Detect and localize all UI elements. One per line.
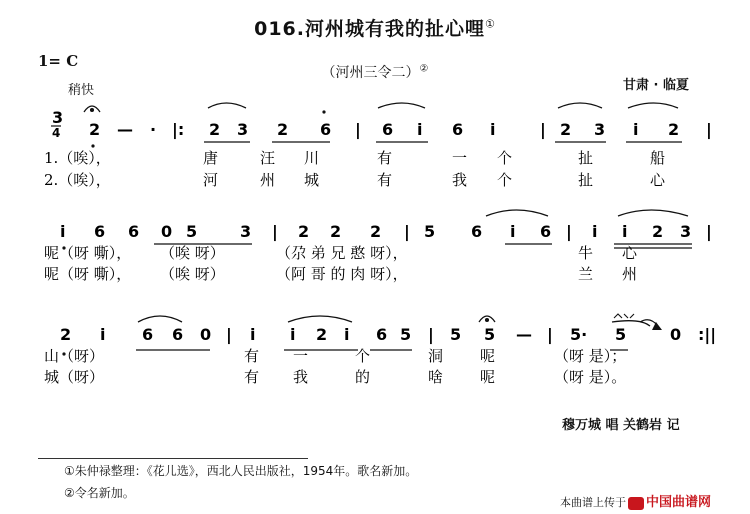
- note: 5: [450, 325, 462, 344]
- note: 6: [452, 120, 464, 139]
- note: 5: [424, 222, 436, 241]
- lyric-verse-1: 有: [244, 347, 260, 365]
- lyric-verse-1: 个: [355, 347, 371, 365]
- glide-arrowhead: [652, 322, 662, 330]
- song-title: 016.河州城有我的扯心哩①: [254, 17, 496, 40]
- lyric-verse-2: 河: [203, 171, 219, 189]
- lyric-verse-1: 山（呀）: [44, 347, 105, 365]
- lyric-verse-2: 心: [650, 171, 666, 189]
- note: —: [117, 120, 133, 139]
- note: 6: [94, 222, 106, 241]
- lyric-verse-1: 呢: [480, 347, 496, 365]
- barline: |: [566, 222, 572, 241]
- barline: |: [428, 325, 434, 344]
- lyric-verse-2: 州: [622, 265, 638, 283]
- note: 0: [200, 325, 212, 344]
- note: 0: [670, 325, 682, 344]
- song-subtitle: （河州三令二）②: [321, 63, 429, 81]
- lyric-verse-2: 州: [260, 171, 276, 189]
- lyric-verse-2: 扯: [578, 171, 594, 189]
- score-row-2: [44, 222, 712, 283]
- lyric-verse-2: 呢: [480, 368, 496, 386]
- note: 5: [400, 325, 412, 344]
- score-row-1: [44, 108, 712, 189]
- note: 2: [560, 120, 572, 139]
- note: 5: [615, 325, 627, 344]
- barline: |: [226, 325, 232, 344]
- fermata-marks: [84, 106, 495, 322]
- note: 5: [484, 325, 496, 344]
- title-footnote-mark: ①: [485, 17, 496, 31]
- note: 2: [89, 120, 101, 139]
- lyric-verse-1: 个: [497, 149, 513, 167]
- note: 6: [320, 120, 332, 139]
- note: 0: [161, 222, 173, 241]
- lyric-verse-1: 唐: [203, 149, 219, 167]
- site-logo-icon: [628, 497, 644, 510]
- note: i: [633, 120, 639, 139]
- lyric-verse-2: 呢（呀 嘶），: [44, 265, 132, 283]
- lyric-verse-2: 有: [244, 368, 260, 386]
- note: 2: [60, 325, 72, 344]
- barline: |: [355, 120, 361, 139]
- lyric-verse-1: 有: [377, 149, 393, 167]
- lyric-verse-1: 1.（唉），: [44, 149, 111, 167]
- song-origin: 甘肃 · 临夏: [623, 78, 689, 93]
- note: 6: [376, 325, 388, 344]
- lyric-verse-2: （唉 呀）: [160, 265, 225, 283]
- subtitle-footnote-mark: ②: [419, 63, 429, 75]
- barline: |: [540, 120, 546, 139]
- footnote-2: ②令名新加。: [64, 486, 135, 500]
- barline: |: [272, 222, 278, 241]
- lyric-verse-2: 有: [377, 171, 393, 189]
- barline: |:: [172, 120, 185, 139]
- note: i: [622, 222, 628, 241]
- note: 6: [172, 325, 184, 344]
- note: 5·: [570, 325, 588, 344]
- note: 2: [298, 222, 310, 241]
- note: 2: [652, 222, 664, 241]
- time-signature: 3: [52, 108, 64, 127]
- lyric-verse-1: （唉 呀）: [160, 244, 225, 262]
- time-signature-bottom: 4: [52, 126, 61, 140]
- note: 6: [382, 120, 394, 139]
- lyric-verse-1: 扯: [578, 149, 594, 167]
- slur-marks: [138, 103, 688, 326]
- ornament-mark: [614, 314, 634, 318]
- lyric-verse-1: 汪: [260, 149, 276, 167]
- footnote-1: ①朱仲禄整理：《花儿选》，西北人民出版社，1954年。歌名新加。: [64, 464, 418, 478]
- note: 2: [370, 222, 382, 241]
- note: 3: [240, 222, 252, 241]
- barline: |: [706, 222, 712, 241]
- lyric-verse-1: 心: [622, 244, 638, 262]
- key-signature: 1= C: [38, 52, 79, 70]
- note: 3: [680, 222, 692, 241]
- note: i: [60, 222, 66, 241]
- note: i: [592, 222, 598, 241]
- barline: |: [706, 120, 712, 139]
- note: i: [510, 222, 516, 241]
- note: i: [490, 120, 496, 139]
- lyric-verse-2: 啥: [428, 368, 444, 386]
- lyric-verse-2: 我: [293, 368, 309, 386]
- note: 5: [186, 222, 198, 241]
- note: i: [344, 325, 350, 344]
- lyric-verse-2: 我: [452, 171, 468, 189]
- note: 6: [142, 325, 154, 344]
- lyric-verse-2: 的: [355, 368, 371, 386]
- note: 2: [330, 222, 342, 241]
- score-row-3: [44, 325, 716, 386]
- lyric-verse-1: 一: [293, 347, 309, 365]
- note: i: [417, 120, 423, 139]
- note: 3: [594, 120, 606, 139]
- lyric-verse-1: 川: [304, 149, 320, 167]
- tempo-marking: 稍快: [68, 83, 95, 98]
- lyric-verse-1: 呢（呀 嘶），: [44, 244, 132, 262]
- lyric-verse-2: （阿 哥 的 肉 呀），: [276, 265, 408, 283]
- note: 2: [668, 120, 680, 139]
- note: 2: [277, 120, 289, 139]
- note: ·: [150, 120, 157, 139]
- note: 6: [540, 222, 552, 241]
- performer-credit: 穆万城 唱 关鹤岩 记: [562, 418, 680, 433]
- lyric-verse-2: 2.（唉），: [44, 171, 111, 189]
- lyric-verse-1: （尕 弟 兄 憨 呀），: [276, 244, 408, 262]
- note: i: [290, 325, 296, 344]
- lyric-verse-2: 城: [304, 171, 320, 189]
- note: 3: [237, 120, 249, 139]
- lyric-verse-1: 洞: [428, 347, 444, 365]
- lyric-verse-1: 牛: [578, 244, 594, 262]
- note: 6: [128, 222, 140, 241]
- barline: :||: [698, 325, 717, 344]
- note: —: [516, 325, 532, 344]
- lyric-verse-2: 兰: [578, 265, 594, 283]
- footnote-divider: [38, 458, 308, 459]
- barline: |: [547, 325, 553, 344]
- lyric-verse-1: 船: [650, 149, 666, 167]
- note: i: [250, 325, 256, 344]
- site-watermark: 本曲谱上传于 中国曲谱网: [560, 495, 712, 510]
- lyric-verse-1: 一: [452, 149, 468, 167]
- note: 2: [316, 325, 328, 344]
- lyric-verse-2: （呀 是）。: [554, 368, 627, 386]
- note: i: [100, 325, 106, 344]
- note: 6: [471, 222, 483, 241]
- note: 2: [209, 120, 221, 139]
- lyric-verse-2: 城（呀）: [44, 368, 105, 386]
- lyric-verse-1: （呀 是）；: [554, 347, 627, 365]
- barline: |: [404, 222, 410, 241]
- lyric-verse-2: 个: [497, 171, 513, 189]
